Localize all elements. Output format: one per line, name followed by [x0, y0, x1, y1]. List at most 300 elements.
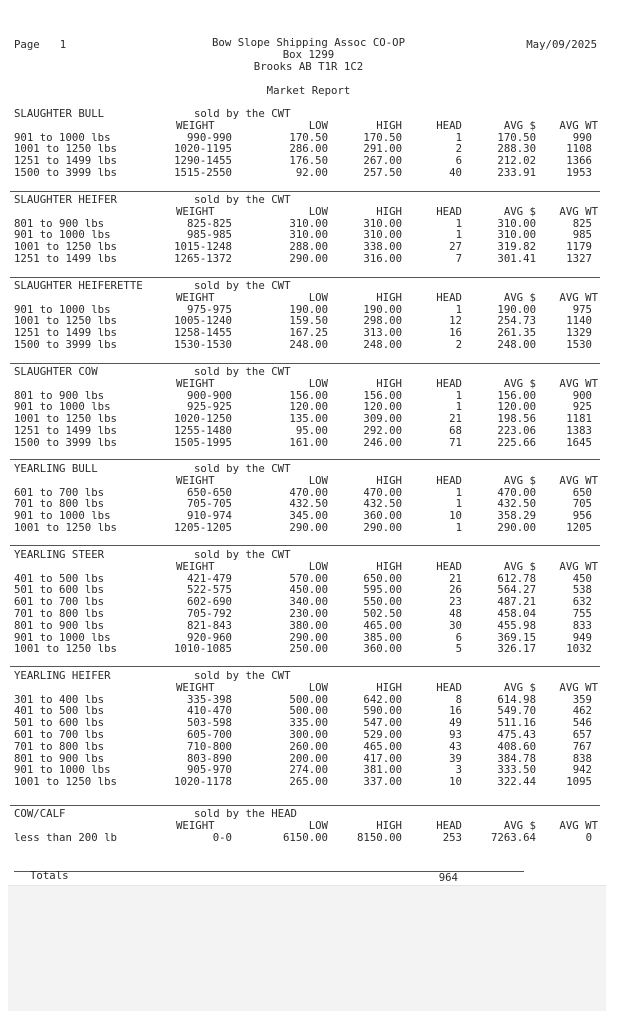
column-header-low: LOW [308, 376, 328, 390]
weight-cell: 920-960 [186, 630, 232, 644]
weight-cell: 1290-1455 [174, 154, 232, 168]
weight-range: 701 to 800 lbs [14, 497, 105, 511]
low-price-cell: 170.50 [289, 130, 328, 144]
avg-price-cell: 290.00 [497, 520, 536, 534]
avg-weight-cell: 1108 [566, 142, 592, 156]
column-header-low: LOW [308, 559, 328, 573]
low-price-cell: 248.00 [289, 337, 328, 351]
avg-price-cell: 470.00 [497, 485, 536, 499]
column-header-avg-wt: AVG WT [559, 559, 598, 573]
low-price-cell: 290.00 [289, 520, 328, 534]
report-title: Market Report [266, 84, 351, 97]
report-section [14, 194, 608, 265]
low-price-cell: 290.00 [289, 251, 328, 265]
weight-cell: 705-792 [186, 606, 232, 620]
avg-price-cell: 310.00 [497, 228, 536, 242]
head-count-cell: 1 [455, 520, 462, 534]
column-header-avg: AVG $ [503, 204, 536, 218]
head-count-cell: 71 [449, 435, 462, 449]
avg-weight-cell: 900 [572, 388, 592, 402]
column-header-weight: WEIGHT [176, 376, 215, 390]
weight-cell: 421-479 [186, 571, 232, 585]
weight-cell: 602-690 [186, 595, 232, 609]
weight-cell: 1258-1455 [174, 326, 232, 340]
column-header-avg-wt: AVG WT [559, 818, 598, 832]
section-divider [10, 545, 600, 546]
column-header-row [14, 820, 608, 832]
head-count-cell: 1 [455, 497, 462, 511]
avg-weight-cell: 1366 [566, 154, 592, 168]
weight-cell: 522-575 [186, 583, 232, 597]
high-price-cell: 590.00 [363, 704, 402, 718]
weight-range: 501 to 600 lbs [14, 583, 105, 597]
weight-range: 901 to 1000 lbs [14, 509, 111, 523]
column-header-weight: WEIGHT [176, 559, 215, 573]
avg-price-cell: 612.78 [497, 571, 536, 585]
section-title: SLAUGHTER BULL [14, 107, 105, 120]
head-count-cell: 93 [449, 727, 462, 741]
weight-cell: 1015-1248 [174, 240, 232, 254]
avg-weight-cell: 1181 [566, 412, 592, 426]
table-row [14, 167, 608, 179]
low-price-cell: 92.00 [295, 165, 328, 179]
weight-range: 1001 to 1250 lbs [14, 775, 117, 789]
low-price-cell: 290.00 [289, 630, 328, 644]
high-price-cell: 502.50 [363, 606, 402, 620]
table-row [14, 620, 608, 632]
avg-weight-cell: 1205 [566, 520, 592, 534]
high-price-cell: 385.00 [363, 630, 402, 644]
sold-by-label: sold by the HEAD [194, 807, 297, 820]
weight-range: 1251 to 1499 lbs [14, 423, 117, 437]
high-price-cell: 298.00 [363, 314, 402, 328]
weight-cell: 925-925 [186, 400, 232, 414]
page-label: Page [14, 38, 40, 51]
avg-weight-cell: 1140 [566, 314, 592, 328]
weight-range: 1500 to 3999 lbs [14, 435, 117, 449]
column-header-weight: WEIGHT [176, 118, 215, 132]
table-row [14, 729, 608, 741]
high-price-cell: 310.00 [363, 216, 402, 230]
weight-range: 901 to 1000 lbs [14, 130, 111, 144]
report-section [14, 280, 608, 351]
weight-range: 901 to 1000 lbs [14, 400, 111, 414]
head-count-cell: 27 [449, 240, 462, 254]
weight-cell: 1505-1995 [174, 435, 232, 449]
low-price-cell: 260.00 [289, 739, 328, 753]
head-count-cell: 1 [455, 302, 462, 316]
low-price-cell: 470.00 [289, 485, 328, 499]
high-price-cell: 267.00 [363, 154, 402, 168]
section-divider [10, 666, 600, 667]
avg-price-cell: 333.50 [497, 763, 536, 777]
weight-cell: 605-700 [186, 727, 232, 741]
section-divider [10, 363, 600, 364]
high-price-cell: 360.00 [363, 509, 402, 523]
column-header-low: LOW [308, 680, 328, 694]
low-price-cell: 200.00 [289, 751, 328, 765]
column-header-row [14, 475, 608, 487]
avg-price-cell: 254.73 [497, 314, 536, 328]
weight-cell: 1020-1250 [174, 412, 232, 426]
low-price-cell: 190.00 [289, 302, 328, 316]
low-price-cell: 288.00 [289, 240, 328, 254]
avg-price-cell: 458.04 [497, 606, 536, 620]
low-price-cell: 6150.00 [282, 830, 328, 844]
weight-cell: 710-800 [186, 739, 232, 753]
avg-price-cell: 301.41 [497, 251, 536, 265]
avg-price-cell: 7263.64 [490, 830, 536, 844]
weight-range: 1251 to 1499 lbs [14, 251, 117, 265]
low-price-cell: 230.00 [289, 606, 328, 620]
avg-weight-cell: 925 [572, 400, 592, 414]
high-price-cell: 246.00 [363, 435, 402, 449]
head-count-cell: 7 [455, 251, 462, 265]
weight-cell: 1005-1240 [174, 314, 232, 328]
head-count-cell: 1 [455, 400, 462, 414]
report-date: May/09/2025 [526, 38, 597, 51]
avg-price-cell: 487.21 [497, 595, 536, 609]
high-price-cell: 248.00 [363, 337, 402, 351]
weight-range: 301 to 400 lbs [14, 692, 105, 706]
low-price-cell: 95.00 [295, 423, 328, 437]
sold-by-label: sold by the CWT [194, 669, 291, 682]
high-price-cell: 432.50 [363, 497, 402, 511]
head-count-cell: 21 [449, 571, 462, 585]
weight-cell: 990-990 [186, 130, 232, 144]
low-price-cell: 570.00 [289, 571, 328, 585]
high-price-cell: 465.00 [363, 739, 402, 753]
column-header-row [14, 378, 608, 390]
avg-weight-cell: 838 [572, 751, 592, 765]
head-count-cell: 8 [455, 692, 462, 706]
high-price-cell: 290.00 [363, 520, 402, 534]
head-count-cell: 1 [455, 228, 462, 242]
head-count-cell: 10 [449, 509, 462, 523]
weight-range: 901 to 1000 lbs [14, 228, 111, 242]
column-header-head: HEAD [436, 376, 462, 390]
column-header-avg-wt: AVG WT [559, 118, 598, 132]
section-title: SLAUGHTER HEIFER [14, 193, 117, 206]
high-price-cell: 360.00 [363, 642, 402, 656]
weight-range: 801 to 900 lbs [14, 388, 105, 402]
head-count-cell: 2 [455, 337, 462, 351]
weight-range: 1001 to 1250 lbs [14, 412, 117, 426]
column-header-avg-wt: AVG WT [559, 290, 598, 304]
column-header-head: HEAD [436, 680, 462, 694]
high-price-cell: 190.00 [363, 302, 402, 316]
weight-range: 1500 to 3999 lbs [14, 165, 117, 179]
weight-cell: 335-398 [186, 692, 232, 706]
column-header-avg: AVG $ [503, 680, 536, 694]
high-price-cell: 470.00 [363, 485, 402, 499]
report-section [14, 549, 608, 655]
avg-price-cell: 614.98 [497, 692, 536, 706]
avg-price-cell: 322.44 [497, 775, 536, 789]
avg-price-cell: 198.56 [497, 412, 536, 426]
avg-price-cell: 190.00 [497, 302, 536, 316]
low-price-cell: 500.00 [289, 704, 328, 718]
avg-weight-cell: 975 [572, 302, 592, 316]
column-header-avg-wt: AVG WT [559, 376, 598, 390]
column-header-high: HIGH [376, 680, 402, 694]
avg-weight-cell: 949 [572, 630, 592, 644]
low-price-cell: 265.00 [289, 775, 328, 789]
weight-range: 901 to 1000 lbs [14, 763, 111, 777]
weight-range: less than 200 lb [14, 830, 117, 844]
avg-weight-cell: 825 [572, 216, 592, 230]
avg-weight-cell: 657 [572, 727, 592, 741]
column-header-weight: WEIGHT [176, 204, 215, 218]
high-price-cell: 338.00 [363, 240, 402, 254]
head-count-cell: 10 [449, 775, 462, 789]
table-row [14, 608, 608, 620]
column-header-high: HIGH [376, 559, 402, 573]
column-header-high: HIGH [376, 204, 402, 218]
column-header-avg-wt: AVG WT [559, 204, 598, 218]
company-box: Box 1299 [282, 48, 335, 61]
high-price-cell: 381.00 [363, 763, 402, 777]
report-section [14, 808, 608, 843]
low-price-cell: 286.00 [289, 142, 328, 156]
low-price-cell: 274.00 [289, 763, 328, 777]
column-header-row [14, 120, 608, 132]
weight-range: 601 to 700 lbs [14, 595, 105, 609]
column-header-high: HIGH [376, 376, 402, 390]
head-count-cell: 40 [449, 165, 462, 179]
column-header-avg: AVG $ [503, 473, 536, 487]
avg-price-cell: 261.35 [497, 326, 536, 340]
weight-cell: 821-843 [186, 618, 232, 632]
avg-weight-cell: 990 [572, 130, 592, 144]
high-price-cell: 642.00 [363, 692, 402, 706]
table-row [14, 253, 608, 265]
avg-weight-cell: 462 [572, 704, 592, 718]
column-header-low: LOW [308, 818, 328, 832]
weight-range: 801 to 900 lbs [14, 618, 105, 632]
head-count-cell: 1 [455, 388, 462, 402]
avg-price-cell: 120.00 [497, 400, 536, 414]
avg-weight-cell: 1953 [566, 165, 592, 179]
weight-range: 1001 to 1250 lbs [14, 142, 117, 156]
weight-cell: 1255-1480 [174, 423, 232, 437]
weight-range: 801 to 900 lbs [14, 751, 105, 765]
head-count-cell: 26 [449, 583, 462, 597]
column-header-row [14, 292, 608, 304]
avg-weight-cell: 538 [572, 583, 592, 597]
high-price-cell: 313.00 [363, 326, 402, 340]
section-divider [10, 805, 600, 806]
low-price-cell: 159.50 [289, 314, 328, 328]
column-header-high: HIGH [376, 118, 402, 132]
head-count-cell: 2 [455, 142, 462, 156]
page-number: 1 [59, 38, 67, 51]
weight-range: 1001 to 1250 lbs [14, 240, 117, 254]
low-price-cell: 340.00 [289, 595, 328, 609]
company-name: Bow Slope Shipping Assoc CO-OP [211, 36, 406, 49]
weight-cell: 0-0 [212, 830, 232, 844]
column-header-head: HEAD [436, 290, 462, 304]
weight-range: 601 to 700 lbs [14, 727, 105, 741]
avg-weight-cell: 1179 [566, 240, 592, 254]
section-title: SLAUGHTER COW [14, 365, 98, 378]
weight-cell: 825-825 [186, 216, 232, 230]
high-price-cell: 8150.00 [356, 830, 402, 844]
avg-price-cell: 319.82 [497, 240, 536, 254]
column-header-head: HEAD [436, 473, 462, 487]
column-header-row [14, 206, 608, 218]
column-header-weight: WEIGHT [176, 290, 215, 304]
high-price-cell: 120.00 [363, 400, 402, 414]
high-price-cell: 547.00 [363, 716, 402, 730]
weight-range: 1251 to 1499 lbs [14, 326, 117, 340]
high-price-cell: 156.00 [363, 388, 402, 402]
report-section [14, 463, 608, 534]
avg-weight-cell: 1645 [566, 435, 592, 449]
column-header-avg-wt: AVG WT [559, 473, 598, 487]
weight-cell: 705-705 [186, 497, 232, 511]
avg-weight-cell: 1032 [566, 642, 592, 656]
avg-weight-cell: 755 [572, 606, 592, 620]
avg-weight-cell: 0 [585, 830, 592, 844]
high-price-cell: 529.00 [363, 727, 402, 741]
high-price-cell: 309.00 [363, 412, 402, 426]
weight-range: 401 to 500 lbs [14, 704, 105, 718]
column-header-head: HEAD [436, 204, 462, 218]
section-title: YEARLING HEIFER [14, 669, 111, 682]
sold-by-label: sold by the CWT [194, 279, 291, 292]
head-count-cell: 21 [449, 412, 462, 426]
weight-range: 1001 to 1250 lbs [14, 520, 117, 534]
high-price-cell: 291.00 [363, 142, 402, 156]
section-title: YEARLING STEER [14, 548, 105, 561]
head-count-cell: 30 [449, 618, 462, 632]
low-price-cell: 176.50 [289, 154, 328, 168]
high-price-cell: 337.00 [363, 775, 402, 789]
weight-cell: 1515-2550 [174, 165, 232, 179]
section-title: COW/CALF [14, 807, 66, 820]
avg-price-cell: 326.17 [497, 642, 536, 656]
weight-range: 701 to 800 lbs [14, 739, 105, 753]
sold-by-label: sold by the CWT [194, 107, 291, 120]
avg-price-cell: 475.43 [497, 727, 536, 741]
low-price-cell: 432.50 [289, 497, 328, 511]
high-price-cell: 310.00 [363, 228, 402, 242]
low-price-cell: 156.00 [289, 388, 328, 402]
head-count-cell: 43 [449, 739, 462, 753]
low-price-cell: 335.00 [289, 716, 328, 730]
sold-by-label: sold by the CWT [194, 462, 291, 475]
column-header-head: HEAD [436, 818, 462, 832]
avg-weight-cell: 942 [572, 763, 592, 777]
column-header-high: HIGH [376, 818, 402, 832]
sold-by-label: sold by the CWT [194, 193, 291, 206]
avg-price-cell: 233.91 [497, 165, 536, 179]
column-header-high: HIGH [376, 290, 402, 304]
avg-price-cell: 549.70 [497, 704, 536, 718]
avg-weight-cell: 1530 [566, 337, 592, 351]
avg-weight-cell: 450 [572, 571, 592, 585]
weight-range: 401 to 500 lbs [14, 571, 105, 585]
blank-paper-area [8, 885, 606, 1011]
section-title: YEARLING BULL [14, 462, 98, 475]
high-price-cell: 595.00 [363, 583, 402, 597]
weight-cell: 1205-1205 [174, 520, 232, 534]
low-price-cell: 120.00 [289, 400, 328, 414]
head-count-cell: 16 [449, 704, 462, 718]
totals-head-count: 964 [438, 871, 458, 884]
avg-price-cell: 511.16 [497, 716, 536, 730]
table-row [14, 522, 608, 534]
avg-weight-cell: 1329 [566, 326, 592, 340]
head-count-cell: 12 [449, 314, 462, 328]
avg-price-cell: 212.02 [497, 154, 536, 168]
section-title: SLAUGHTER HEIFERETTE [14, 279, 143, 292]
avg-weight-cell: 650 [572, 485, 592, 499]
low-price-cell: 345.00 [289, 509, 328, 523]
head-count-cell: 6 [455, 154, 462, 168]
column-header-head: HEAD [436, 559, 462, 573]
low-price-cell: 310.00 [289, 216, 328, 230]
weight-cell: 1020-1178 [174, 775, 232, 789]
avg-price-cell: 225.66 [497, 435, 536, 449]
head-count-cell: 3 [455, 763, 462, 777]
avg-weight-cell: 1383 [566, 423, 592, 437]
column-header-avg: AVG $ [503, 818, 536, 832]
column-header-weight: WEIGHT [176, 473, 215, 487]
weight-cell: 1530-1530 [174, 337, 232, 351]
weight-range: 601 to 700 lbs [14, 485, 105, 499]
weight-range: 701 to 800 lbs [14, 606, 105, 620]
head-count-cell: 1 [455, 485, 462, 499]
weight-range: 501 to 600 lbs [14, 716, 105, 730]
column-header-high: HIGH [376, 473, 402, 487]
head-count-cell: 16 [449, 326, 462, 340]
avg-price-cell: 156.00 [497, 388, 536, 402]
weight-cell: 905-970 [186, 763, 232, 777]
high-price-cell: 170.50 [363, 130, 402, 144]
section-divider [10, 191, 600, 192]
low-price-cell: 135.00 [289, 412, 328, 426]
head-count-cell: 39 [449, 751, 462, 765]
table-row [14, 832, 608, 844]
avg-price-cell: 408.60 [497, 739, 536, 753]
avg-weight-cell: 1095 [566, 775, 592, 789]
sold-by-label: sold by the CWT [194, 548, 291, 561]
weight-range: 901 to 1000 lbs [14, 302, 111, 316]
avg-weight-cell: 833 [572, 618, 592, 632]
avg-weight-cell: 546 [572, 716, 592, 730]
high-price-cell: 292.00 [363, 423, 402, 437]
weight-range: 801 to 900 lbs [14, 216, 105, 230]
head-count-cell: 5 [455, 642, 462, 656]
column-header-avg: AVG $ [503, 376, 536, 390]
avg-price-cell: 288.30 [497, 142, 536, 156]
avg-price-cell: 310.00 [497, 216, 536, 230]
column-header-low: LOW [308, 473, 328, 487]
avg-price-cell: 369.15 [497, 630, 536, 644]
head-count-cell: 1 [455, 130, 462, 144]
avg-weight-cell: 767 [572, 739, 592, 753]
column-header-avg: AVG $ [503, 118, 536, 132]
head-count-cell: 253 [442, 830, 462, 844]
avg-weight-cell: 985 [572, 228, 592, 242]
column-header-avg: AVG $ [503, 559, 536, 573]
weight-cell: 985-985 [186, 228, 232, 242]
weight-cell: 1010-1085 [174, 642, 232, 656]
weight-cell: 1265-1372 [174, 251, 232, 265]
weight-range: 1001 to 1250 lbs [14, 314, 117, 328]
